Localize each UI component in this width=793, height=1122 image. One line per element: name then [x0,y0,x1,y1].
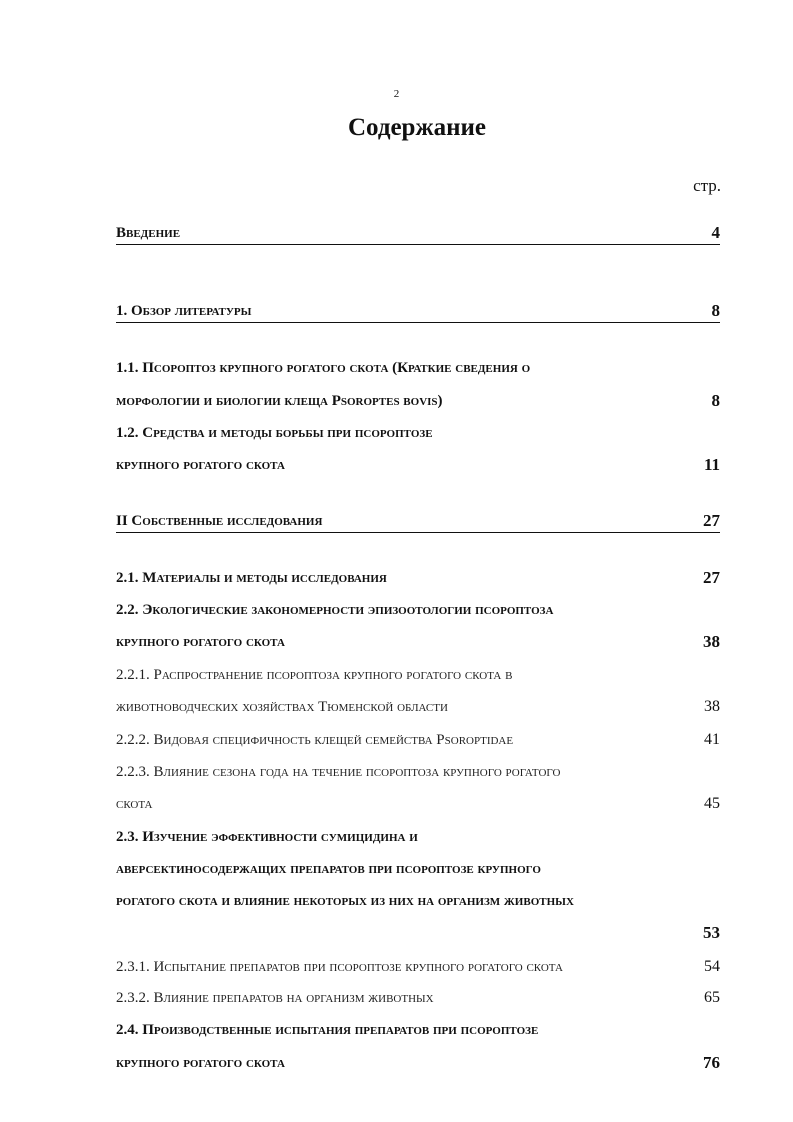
toc-entry-text: 2.2.3. Влияние сезона года на течение псороптоза крупного рогатого [116,764,561,780]
toc-entry [116,761,720,783]
toc-entry-text: 1.1. Псороптоз крупного рогатого скота (Краткие сведения о [116,360,531,376]
toc-entry [116,222,720,245]
toc-entry-text: животноводческих хозяйствах Тюменской области [116,699,448,715]
toc-entry [116,696,720,718]
toc-entry [116,826,720,848]
toc-entry-page: 11 [703,455,720,474]
toc-entry-page: 76 [703,1053,720,1072]
toc-entry-text: 2.2.2. Видовая специфичность клещей семейства Psoroptidae [116,732,514,748]
toc-entry [116,1019,720,1041]
toc-entry-text: крупного рогатого скота [116,457,285,473]
toc-entry-page: 8 [711,391,720,410]
toc-entry-page: 27 [703,568,720,587]
toc-entry [116,664,720,686]
toc-entry [116,300,720,323]
toc-entry-text: 1.2. Средства и методы борьбы при псороптозе [116,425,433,441]
toc-entry-text: 2.2.1. Распространение псороптоза крупного рогатого скота в [116,667,513,683]
toc-entry-page: 4 [711,223,720,242]
toc-entry-text: крупного рогатого скота [116,1055,285,1071]
toc-entry [116,390,720,412]
toc-entry [116,956,720,978]
toc-entry-page: 38 [703,632,720,651]
toc-entry [116,1052,720,1074]
toc-entry [116,987,720,1009]
toc-entry-page: 41 [704,731,720,748]
toc-entry-text: 2.4. Производственные испытания препаратов при псороптозе [116,1022,539,1038]
toc-entry-text: скота [116,796,153,812]
toc-entry [116,454,720,476]
toc-entry [116,567,720,589]
page-column-label: стр. [693,176,721,195]
toc-entry-page: 53 [703,923,720,942]
toc-entry [116,357,720,379]
toc-entry [116,890,720,912]
toc-entry [116,858,720,880]
toc-entry-page: 8 [711,301,720,320]
toc-entry-text: морфологии и биологии клеща Psoroptes bovis) [116,393,443,409]
toc-entry-text: 2.3.1. Испытание препаратов при псороптозе крупного рогатого скота [116,959,563,975]
toc-entry-text: II Собственные исследования [116,513,323,529]
page-title: Содержание [347,114,486,141]
page-number: 2 [393,88,400,100]
toc-entry [116,631,720,653]
toc-entry [116,422,720,444]
toc-entry-text: 1. Обзор литературы [116,303,252,319]
toc-entry [116,922,720,944]
toc-entry-page: 27 [703,511,720,530]
toc-entry [116,729,720,751]
toc-entry-text: 2.3.2. Влияние препаратов на организм животных [116,990,434,1006]
toc-entry-page: 45 [704,795,720,812]
toc-entry-text: 2.1. Материалы и методы исследования [116,570,387,586]
toc-entry-text: аверсектиносодержащих препаратов при псороптозе крупного [116,861,541,877]
toc-entry [116,510,720,533]
toc-entry-text: крупного рогатого скота [116,634,285,650]
toc-entry-text: Введение [116,225,181,241]
toc-entry-text: рогатого скота и влияние некоторых из них на организм животных [116,893,574,909]
toc-entry-text: 2.3. Изучение эффективности сумицидина и [116,829,418,845]
toc-entry [116,599,720,621]
toc-entry [116,793,720,815]
toc-entry-text: 2.2. Экологические закономерности эпизоотологии псороптоза [116,602,554,618]
toc-entry-page: 38 [704,698,720,715]
toc-entry-page: 54 [704,958,720,975]
toc-entry-page: 65 [704,989,720,1006]
